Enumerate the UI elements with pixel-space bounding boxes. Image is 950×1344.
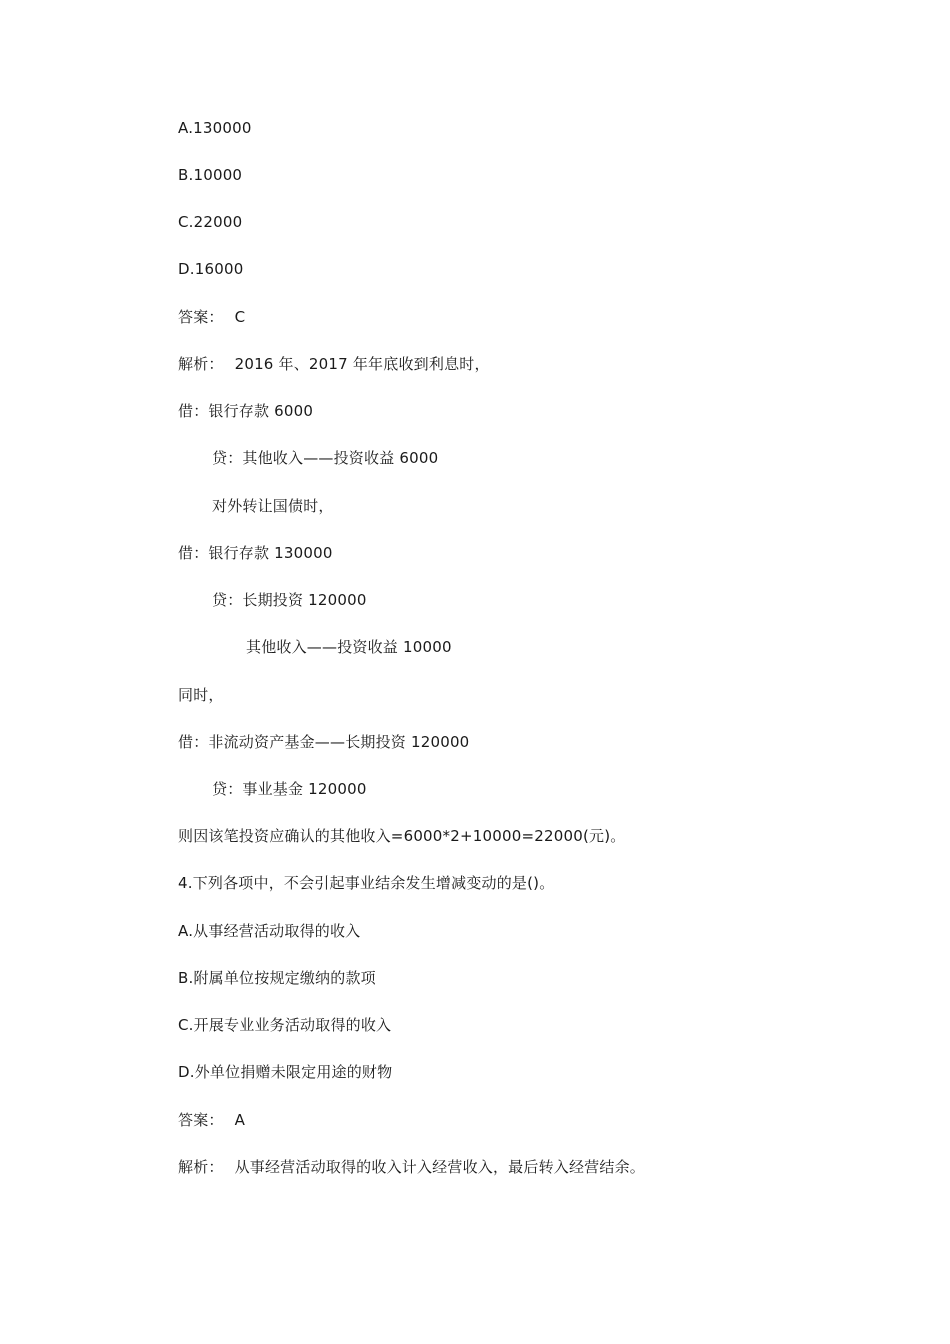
q3-entry3-debit: 借：非流动资产基金——长期投资 120000	[178, 733, 470, 751]
q3-option-a: A.130000	[178, 119, 252, 137]
q4-question: 4.下列各项中，不会引起事业结余发生增减变动的是()。	[178, 874, 555, 892]
q3-answer-value: C	[234, 308, 246, 326]
q3-option-c: C.22000	[178, 213, 243, 231]
q3-meanwhile-text: 同时，	[178, 686, 224, 704]
q4-option-a: A.从事经营活动取得的收入	[178, 922, 361, 940]
q4-answer	[178, 1108, 245, 1132]
q3-analysis	[178, 352, 490, 376]
q4-option-c: C.开展专业业务活动取得的收入	[178, 1016, 392, 1034]
q3-entry2-credit2: 其他收入——投资收益 10000	[246, 638, 452, 656]
q4-analysis	[178, 1155, 645, 1179]
q4-answer-label: 答案：	[178, 1111, 224, 1129]
q4-option-b: B.附属单位按规定缴纳的款项	[178, 969, 376, 987]
q3-transfer-text: 对外转让国债时，	[212, 497, 334, 515]
q3-entry1-credit: 贷：其他收入——投资收益 6000	[212, 449, 439, 467]
q4-answer-value: A	[234, 1111, 246, 1129]
q3-entry3-credit: 贷：事业基金 120000	[212, 780, 367, 798]
q3-analysis-label: 解析：	[178, 355, 224, 373]
q3-entry2-credit1: 贷：长期投资 120000	[212, 591, 367, 609]
q4-analysis-label: 解析：	[178, 1158, 224, 1176]
q3-answer-label: 答案：	[178, 308, 224, 326]
q3-entry2-debit: 借：银行存款 130000	[178, 544, 333, 562]
q3-entry1-debit: 借：银行存款 6000	[178, 402, 314, 420]
q3-analysis-text: 2016 年、2017 年年底收到利息时，	[234, 355, 490, 373]
q3-conclusion: 则因该笔投资应确认的其他收入=6000*2+10000=22000(元)。	[178, 827, 626, 845]
q3-option-b: B.10000	[178, 166, 243, 184]
q3-option-d: D.16000	[178, 260, 244, 278]
q4-analysis-text: 从事经营活动取得的收入计入经营收入，最后转入经营结余。	[234, 1158, 645, 1176]
q4-option-d: D.外单位捐赠未限定用途的财物	[178, 1063, 393, 1081]
q3-answer	[178, 305, 245, 329]
